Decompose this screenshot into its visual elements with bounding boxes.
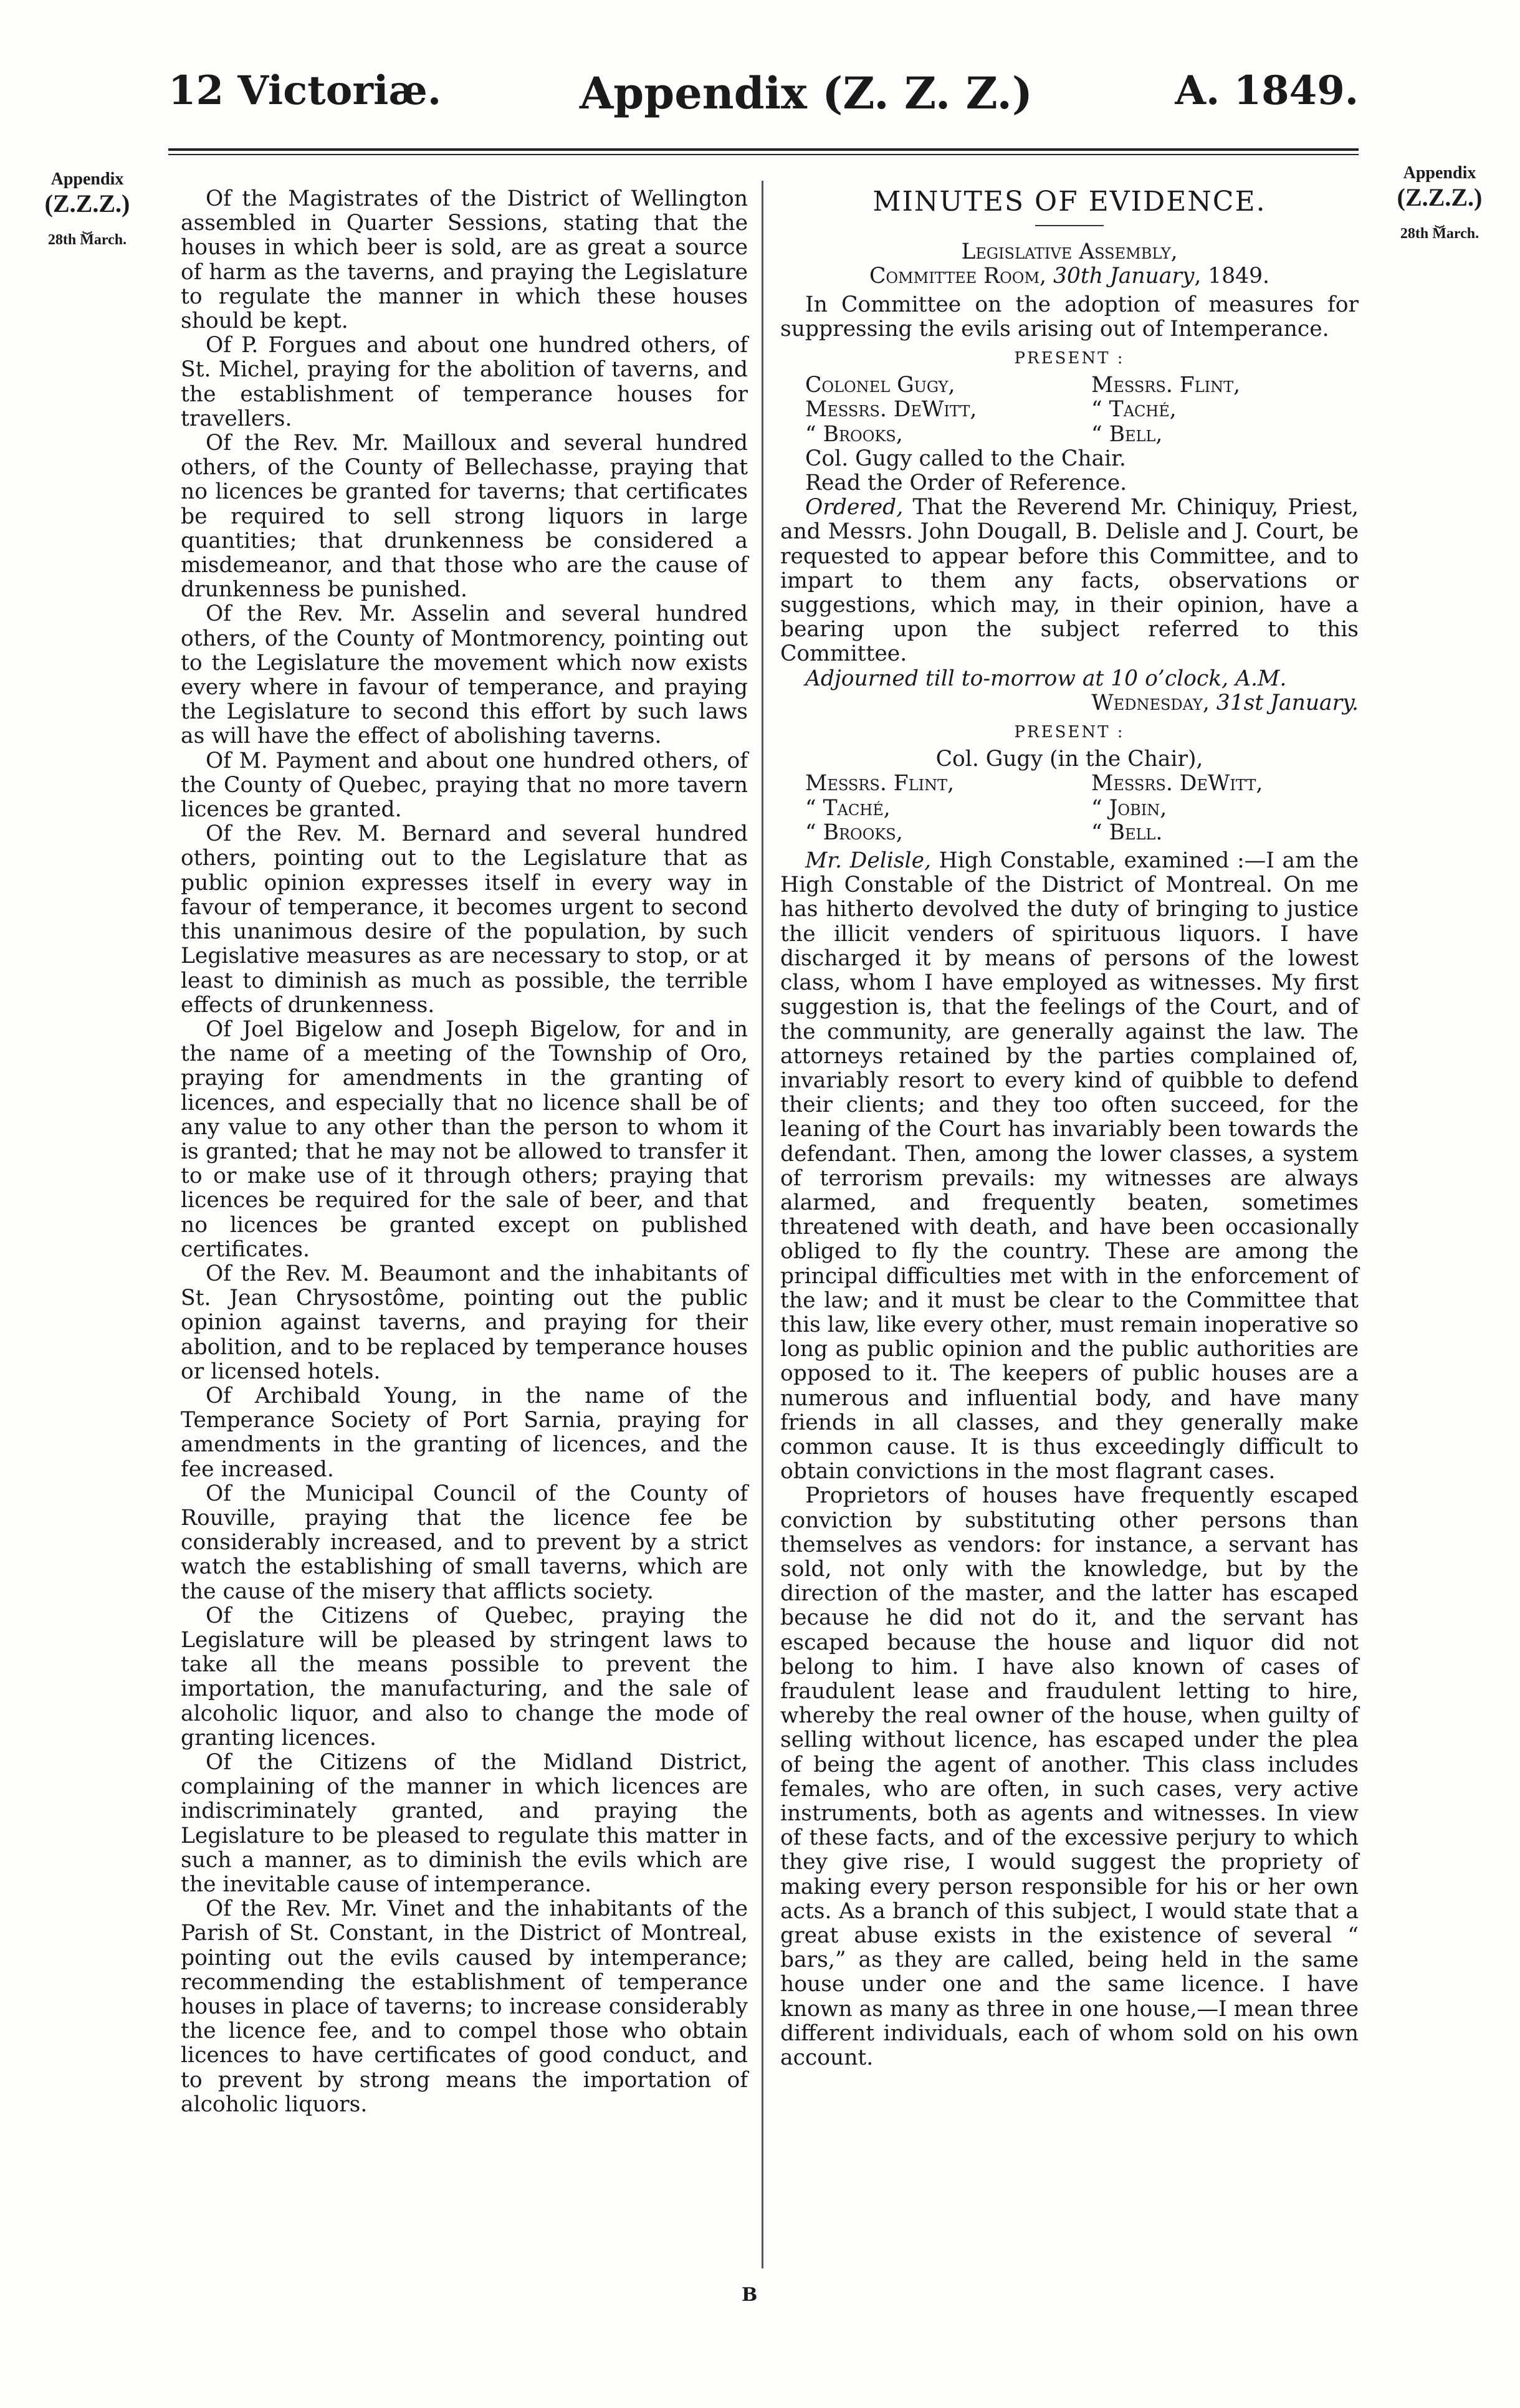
- member-entry: Messrs. Flint,: [1091, 373, 1241, 398]
- margin-appendix-code: (Z.Z.Z.): [44, 189, 130, 217]
- adjourned-text: Adjourned till to-morrow at 10 o’clock, A.M.: [805, 666, 1287, 691]
- year-label: A. 1849.: [1175, 67, 1359, 114]
- petition-paragraph: Of the Municipal Council of the County of Rouville, praying that the licence fee be considerably increased, and to prevent by a strict watch the establishing of small taverns, which are the cause of the misery that afflicts society.: [181, 1481, 748, 1604]
- member-entry: Colonel Gugy,: [805, 373, 955, 398]
- petitions-column: [181, 187, 748, 2117]
- member-entry: “ Jobin,: [1091, 795, 1167, 821]
- minutes-column: [780, 187, 1359, 2070]
- margin-date: 28th March.: [1400, 226, 1479, 242]
- chair-line: Col. Gugy called to the Chair.: [805, 446, 1126, 471]
- member-entry: Messrs. DeWitt,: [805, 397, 977, 423]
- margin-note-left: [25, 170, 150, 249]
- petition-paragraph: Of the Magistrates of the District of Wellington assembled in Quarter Sessions, stating that the houses in which beer is sold, are as great a source of harm as the taverns, and praying the Legislature to regulate the manner in which these houses should be kept.: [181, 186, 748, 334]
- member-entry: “ Bell,: [1091, 421, 1163, 447]
- committee-year: , 1849.: [1194, 264, 1270, 289]
- margin-appendix-code: (Z.Z.Z.): [1397, 183, 1483, 211]
- committee-date: 30th January: [1053, 264, 1195, 289]
- chair-line-2: Col. Gugy (in the Chair),: [935, 747, 1203, 772]
- petition-paragraph: Of Joel Bigelow and Joseph Bigelow, for and in the name of a meeting of the Township of Oro, praying for amendments in the granting of licences, and especially that no licence shall be of any value to any other than the person to whom it is granted; that he may not be allowed to transfer it to or make use of it through others; praying that licences be required for the sale of beer, and that no licences be granted except on published certificates.: [181, 1016, 748, 1262]
- committee-intro: In Committee on the adoption of measures for suppressing the evils arising out of Intemperance.: [780, 292, 1359, 342]
- column-divider: [762, 181, 763, 2268]
- petition-paragraph: Of P. Forgues and about one hundred others, of St. Michel, praying for the abolition of taverns, and the establishment of temperance houses for travellers.: [181, 333, 748, 431]
- member-entry: Messrs. Flint,: [805, 771, 955, 796]
- petition-paragraph: Of the Citizens of the Midland District, complaining of the manner in which licences are indiscriminately granted, and praying the Legislature to be pleased to regulate this matter in such a manner, as to diminish the evils which are the inevitable cause of intemperance.: [181, 1750, 748, 1898]
- header-rule-thin: [168, 154, 1359, 155]
- testimony-paragraph-2: Proprietors of houses have frequently escaped conviction by substituting other persons than themselves as vendors: for instance, a servant has sold, not only with the knowledge, but by the direction of the master, and the latter has escaped because he did not do it, and the servant has escaped because the house and liquor did not belong to him. I have also known of cases of fraudulent lease and fraudulent letting to hire, whereby the real owner of the house, when guilty of selling without licence, has escaped under the plea of being the agent of another. This class includes females, who are often, in such cases, very active instruments, both as agents and witnesses. In view of these facts, and of the excessive perjury to which they give rise, I would suggest the propriety of making every person responsible for his or her own acts. As a branch of this subject, I would state that a great abuse exists in the existence of several “ bars,” as they are called, being held in the same house under one and the same licence. I have known as many as three in one house,—I mean three different individuals, each of whom sold on his own account.: [780, 1483, 1359, 2071]
- margin-appendix-label: Appendix: [50, 170, 124, 189]
- member-entry: “ Brooks,: [805, 421, 903, 447]
- witness-name: Mr. Delisle,: [805, 848, 931, 874]
- section-rule: [1035, 225, 1104, 226]
- present-label: PRESENT :: [1014, 349, 1125, 368]
- ordered-label: Ordered,: [805, 495, 904, 520]
- margin-note-right: [1377, 163, 1502, 242]
- ordered-paragraph: [780, 495, 1359, 666]
- margin-date: 28th March.: [47, 232, 127, 248]
- minutes-heading: MINUTES OF EVIDENCE.: [872, 186, 1266, 217]
- committee-room-line: [780, 264, 1359, 289]
- day2-weekday: Wednesday,: [1091, 690, 1216, 715]
- petition-paragraph: Of the Rev. Mr. Asselin and several hundred others, of the County of Montmorency, pointing out to the Legislature the movement which now exists every where in favour of temperance, and praying the Legislature to second this effort by such laws as will have the effect of abolishing taverns.: [181, 601, 748, 749]
- appendix-title: Appendix (Z. Z. Z.): [580, 67, 1033, 119]
- petition-paragraph: Of Archibald Young, in the name of the Temperance Society of Port Sarnia, praying for amendments in the granting of licences, and the fee increased.: [181, 1383, 748, 1482]
- member-entry: Messrs. DeWitt,: [1091, 771, 1263, 796]
- session-label: 12 Victoriæ.: [168, 67, 442, 114]
- petition-paragraph: Of the Rev. M. Beaumont and the inhabitants of St. Jean Chrysostôme, pointing out the public opinion against taverns, and praying for their abolition, and to be replaced by temperance houses or licensed hotels.: [181, 1261, 748, 1384]
- petition-paragraph: Of the Rev. Mr. Mailloux and several hundred others, of the County of Bellechasse, praying that no licences be granted for taverns; that certificates be required to sell strong liquors in large quantities; that drunkenness be considered a misdemeanor, and that those who are the cause of drunkenness be punished.: [181, 431, 748, 603]
- members-list-2: [780, 772, 1359, 845]
- present-label: PRESENT :: [1014, 723, 1125, 742]
- page-header: [168, 67, 1359, 123]
- header-rule: [168, 148, 1359, 151]
- brace-icon: ⏟: [82, 216, 92, 234]
- member-entry: “ Bell.: [1091, 819, 1163, 845]
- brace-icon: ⏟: [1435, 209, 1445, 227]
- petition-paragraph: Of M. Payment and about one hundred others, of the County of Quebec, praying that no more tavern licences be granted.: [181, 748, 748, 823]
- margin-appendix-label: Appendix: [1403, 163, 1476, 183]
- petition-paragraph: Of the Rev. M. Bernard and several hundred others, pointing out to the Legislature that as public opinion expresses itself in every way in favour of temperance, it becomes urgent to second this unanimous desire of the population, by such Legislative measures as are necessary to stop, or at least to diminish as much as possible, the terrible effects of drunkenness.: [181, 821, 748, 1018]
- committee-room-label: Committee Room,: [869, 264, 1053, 289]
- member-entry: “ Taché,: [1091, 397, 1177, 423]
- reference-line: Read the Order of Reference.: [805, 471, 1127, 496]
- petition-paragraph: Of the Citizens of Quebec, praying the Legislature will be pleased by stringent laws to take all the means possible to prevent the importation, the manufacturing, and the sale of alcoholic liquor, and also to change the mode of granting licences.: [181, 1603, 748, 1751]
- assembly-line: Legislative Assembly,: [961, 239, 1178, 265]
- testimony-paragraph: [780, 849, 1359, 1484]
- ordered-text: That the Reverend Mr. Chiniquy, Priest, and Messrs. John Dougall, B. Delisle and J. Court, be requested to appear before this Committee, and to impart to them any facts, observations or suggestions, which may, in their opinion, have a bearing upon the subject referred to this Committee.: [780, 495, 1359, 667]
- day2-date: 31st January.: [1216, 690, 1359, 715]
- members-list-1: [780, 373, 1359, 447]
- testimony-text: High Constable, examined :—I am the High Constable of the District of Montreal. On me has hitherto devolved the duty of bringing to justice the illicit venders of spirituous liquors. I have discharged it by means of persons of the lowest class, whom I have employed as witnesses. My first suggestion is, that the feelings of the Court, and of the community, are generally against the law. The attorneys retained by the parties complained of, invariably resort to every kind of quibble to defend their clients; and they too often succeed, for the leaning of the Court has invariably been towards the defendant. Then, among the lower classes, a system of terrorism prevails: my witnesses are always alarmed, and frequently beaten, sometimes threatened with death, and have been occasionally obliged to fly the country. These are among the principal difficulties met with in the enforcement of the law; and it must be clear to the Committee that this law, like every other, must remain inoperative so long as public opinion and the public authorities are opposed to it. The keepers of public houses are a numerous and influential body, and have many friends in all classes, and they generally make common cause. It is thus exceedingly difficult to obtain convictions in the most flagrant cases.: [780, 848, 1359, 1484]
- petition-paragraph: Of the Rev. Mr. Vinet and the inhabitants of the Parish of St. Constant, in the District of Montreal, pointing out the evils caused by intemperance; recommending the establishment of temperance houses in place of taverns; to increase considerably the licence fee, and to compel those who obtain licences to have certificates of good conduct, and to prevent by strong means the importation of alcoholic liquors.: [181, 1896, 748, 2117]
- day2-line: [780, 691, 1359, 715]
- adjourned-line: [780, 667, 1359, 691]
- member-entry: “ Taché,: [805, 795, 891, 821]
- member-entry: “ Brooks,: [805, 819, 903, 845]
- signature-mark: B: [742, 2284, 758, 2306]
